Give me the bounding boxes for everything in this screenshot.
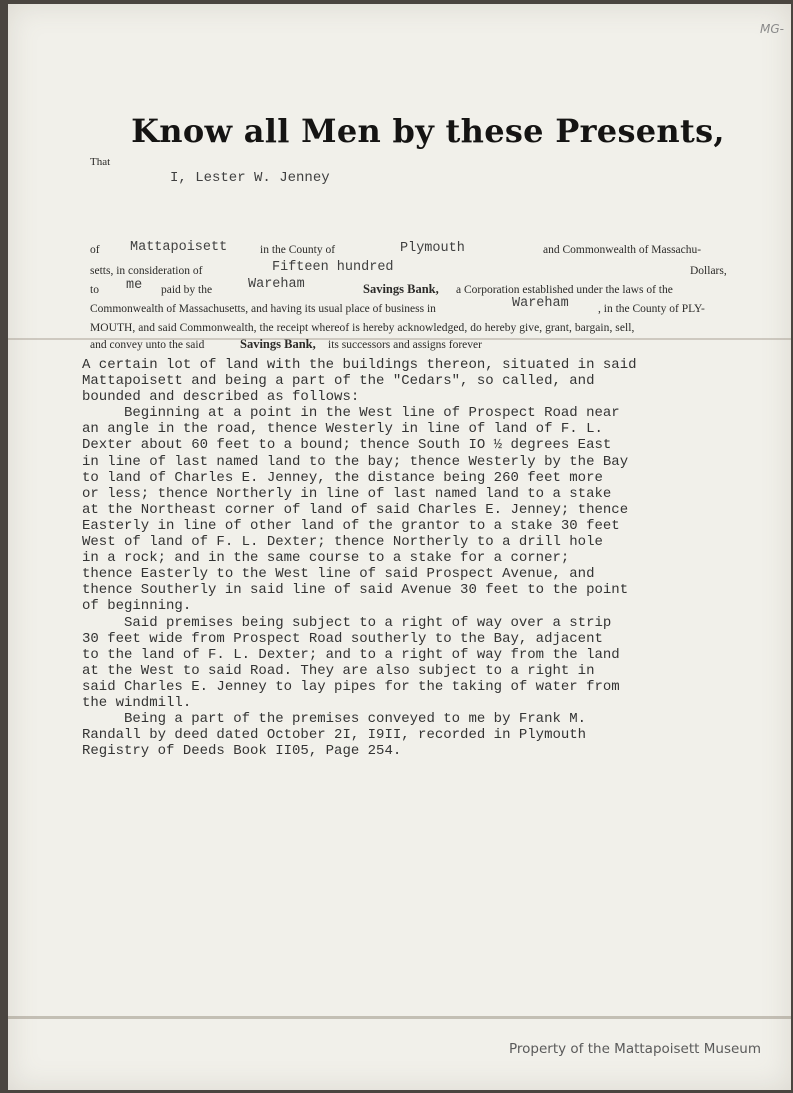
convey-text: and convey unto the said	[90, 339, 205, 351]
deed-text-line: to land of Charles E. Jenney, the distance being 260 feet more	[82, 469, 603, 486]
dollars-label: Dollars,	[690, 265, 727, 277]
paid-by-label: paid by the	[161, 284, 213, 296]
amount-field: Fifteen hundred	[272, 260, 394, 275]
town-field: Mattapoisett	[130, 240, 228, 255]
corner-mark: MG-	[760, 22, 784, 36]
deed-text-line: A certain lot of land with the buildings thereon, situated in said	[82, 357, 637, 373]
consideration-label: setts, in consideration of	[90, 265, 203, 277]
corporation-text: a Corporation established under the laws of the	[456, 284, 673, 296]
deed-text-line: Mattapoisett and being a part of the "Cedars", so called, and	[82, 373, 595, 390]
deed-page	[8, 4, 791, 1090]
bank-town-field: Wareham	[248, 277, 305, 292]
deed-text-line: Registry of Deeds Book II05, Page 254.	[82, 743, 402, 760]
deed-text-line: Randall by deed dated October 2I, I9II, recorded in Plymouth	[82, 727, 587, 744]
county-field: Plymouth	[400, 241, 465, 256]
business-town-field: Wareham	[512, 296, 569, 311]
of-label: of	[90, 244, 100, 256]
deed-text-line: of beginning.	[82, 598, 192, 615]
deed-text-line: said Charles E. Jenney to lay pipes for the taking of water from	[82, 678, 620, 695]
deed-text-line: to the land of F. L. Dexter; and to a right of way from the land	[82, 646, 620, 663]
deed-text-line: thence Southerly in said line of said Avenue 30 feet to the point	[82, 582, 629, 599]
deed-text-line: bounded and described as follows:	[82, 389, 360, 406]
deed-text-line: thence Easterly to the West line of said Prospect Avenue, and	[82, 566, 595, 583]
deed-text-line: 30 feet wide from Prospect Road southerly to the Bay, adjacent	[82, 630, 603, 647]
deed-text-line: Said premises being subject to a right of way over a strip	[82, 614, 612, 631]
deed-text-line: the windmill.	[82, 694, 192, 711]
savings-bank-label-2: Savings Bank,	[240, 337, 316, 351]
deed-heading: Know all Men by these Presents,	[131, 112, 725, 150]
business-place-text: Commonwealth of Massachusetts, and having its usual place of business in	[90, 303, 436, 315]
deed-text-line: in line of last named land to the bay; thence Westerly by the Bay	[82, 453, 629, 470]
deed-text-line: or less; thence Northerly in line of last named land to a stake	[82, 485, 612, 502]
to-label: to	[90, 284, 99, 296]
deed-text-line: at the Northeast corner of land of said Charles E. Jenney; thence	[82, 501, 629, 518]
deed-text-line: Dexter about 60 feet to a bound; thence South IO ½ degrees East	[82, 437, 612, 454]
county-label: in the County of	[260, 244, 336, 256]
that-label: That	[90, 156, 111, 168]
pronoun-field: me	[126, 278, 143, 293]
deed-text-line: West of land of F. L. Dexter; thence Northerly to a drill hole	[82, 534, 603, 551]
deed-text-line: at the West to said Road. They are also subject to a right in	[82, 662, 595, 679]
deed-text-line: Beginning at a point in the West line of Prospect Road near	[82, 405, 620, 422]
museum-watermark: Property of the Mattapoisett Museum	[509, 1041, 761, 1057]
county-plymouth-text: , in the County of PLY-	[598, 303, 705, 315]
savings-bank-label: Savings Bank,	[363, 282, 439, 296]
assigns-text: its successors and assigns forever	[328, 339, 482, 351]
receipt-text: MOUTH, and said Commonwealth, the receipt whereof is hereby acknowledged, do hereby give, grant, bargain, sell,	[90, 322, 635, 334]
deed-text-line: in a rock; and in the same course to a stake for a corner;	[82, 550, 570, 567]
commonwealth-label: and Commonwealth of Massachu-	[543, 244, 702, 256]
paper-fold	[8, 1016, 791, 1019]
deed-text-line: Being a part of the premises conveyed to me by Frank M.	[82, 711, 587, 728]
deed-text-line: Easterly in line of other land of the grantor to a stake 30 feet	[82, 517, 620, 534]
grantor-name: I, Lester W. Jenney	[170, 170, 330, 186]
deed-description	[82, 357, 782, 759]
deed-text-line: an angle in the road, thence Westerly in line of land of F. L.	[82, 421, 603, 438]
